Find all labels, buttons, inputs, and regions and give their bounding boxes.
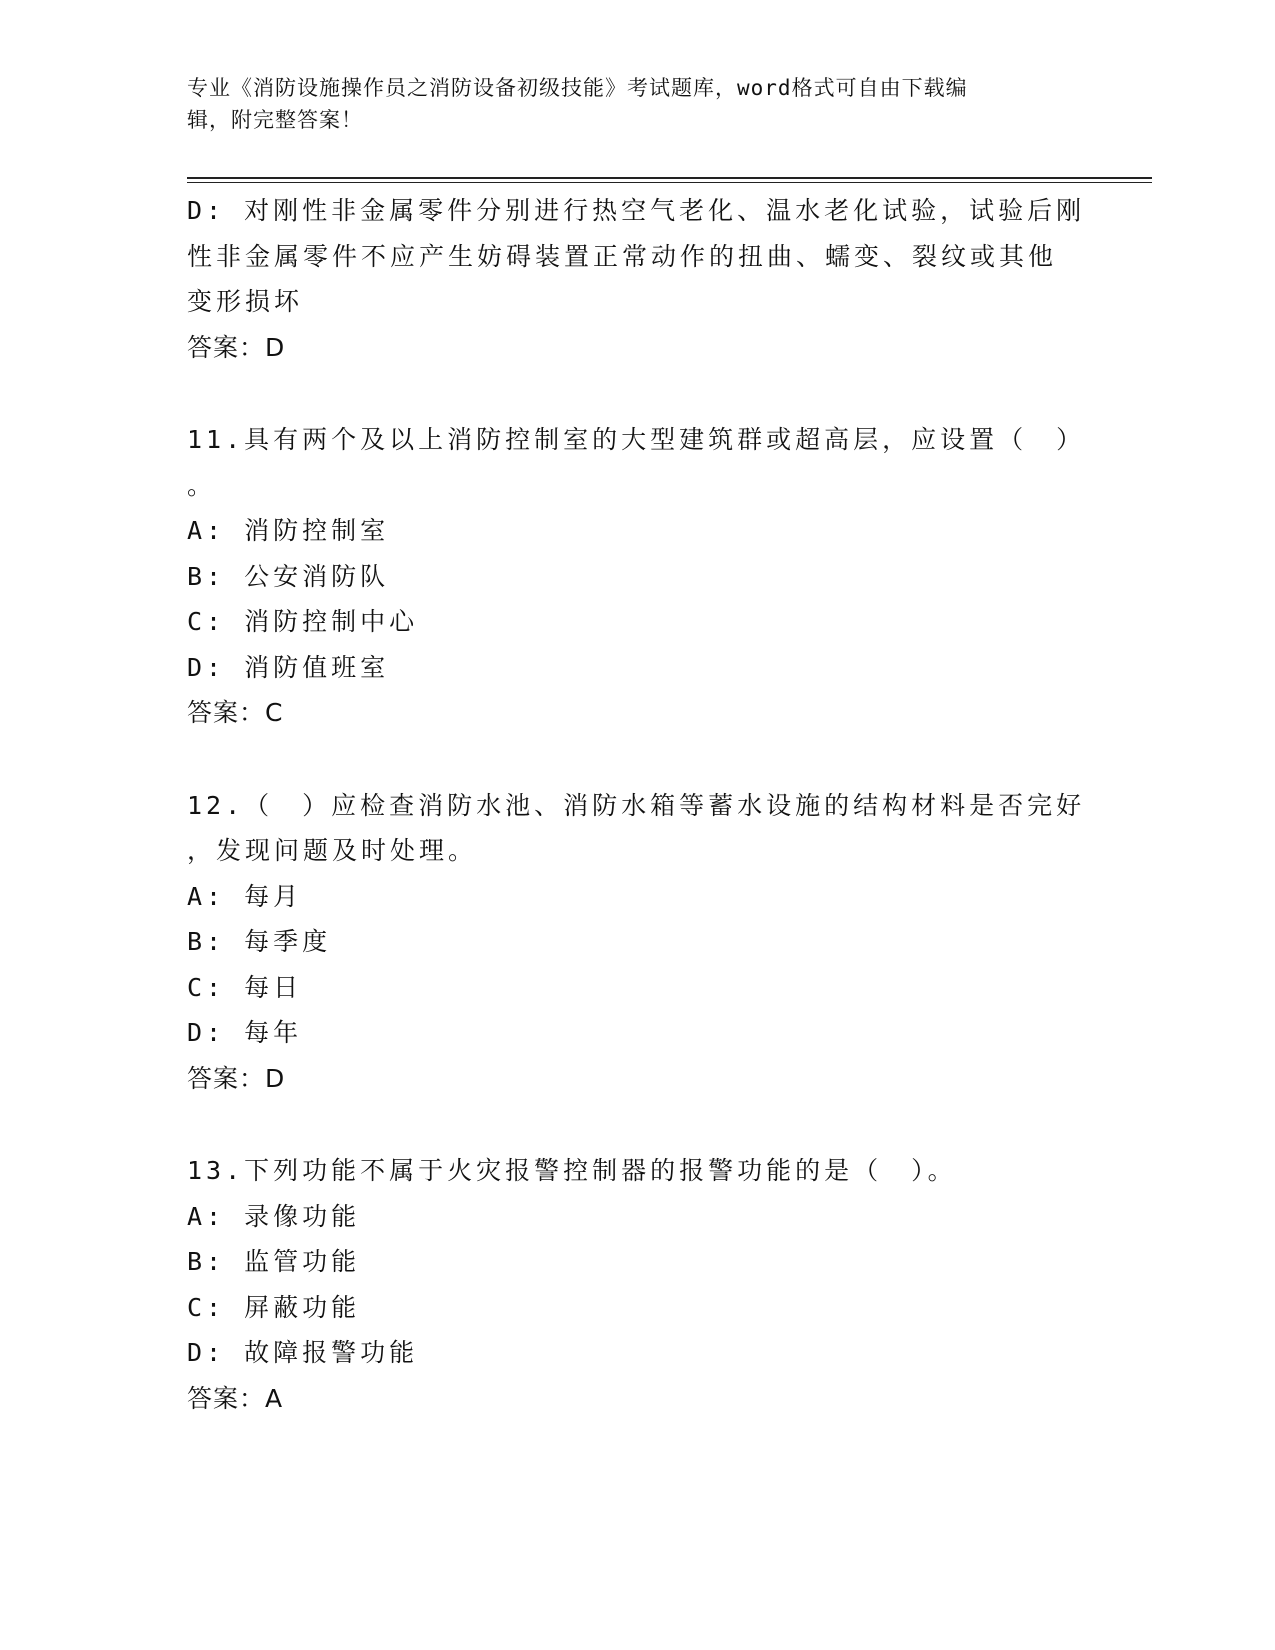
option-c: C: 消防控制中心 (187, 607, 419, 636)
question-stem-continued: ，发现问题及时处理。 (187, 836, 478, 865)
document-header (187, 72, 1067, 136)
question-list (187, 188, 1087, 1421)
option-d: D: 每年 (187, 1018, 303, 1047)
option-d-continued: 性非金属零件不应产生妨碍装置正常动作的扭曲、蠕变、裂纹或其他 (187, 241, 1058, 271)
header-line: 辑，附完整答案！ (187, 108, 363, 132)
question-stem-continued: 。 (187, 470, 217, 500)
option-c: C: 屏蔽功能 (187, 1292, 361, 1322)
option-a: A: 录像功能 (187, 1201, 361, 1231)
option-b: B: 每季度 (187, 927, 332, 956)
question-stem: 11.具有两个及以上消防控制室的大型建筑群或超高层，应设置（ ） (187, 425, 1086, 454)
option-b: B: 监管功能 (187, 1247, 361, 1276)
answer: 答案：A (187, 1383, 284, 1413)
question-stem: 13.下列功能不属于火灾报警控制器的报警功能的是（ ）。 (187, 1156, 957, 1185)
header-line: 专业《消防设施操作员之消防设备初级技能》考试题库，word格式可自由下载编 (187, 76, 968, 100)
option-d: D: 消防值班室 (187, 652, 390, 682)
option-c: C: 每日 (187, 972, 303, 1002)
option-d: D: 故障报警功能 (187, 1338, 419, 1367)
header-divider-thin (187, 182, 1152, 183)
header-divider (187, 177, 1152, 179)
option-a: A: 消防控制室 (187, 516, 390, 545)
question-stem: 12.（ ）应检查消防水池、消防水箱等蓄水设施的结构材料是否完好 (187, 790, 1086, 820)
question-12 (187, 783, 1087, 1102)
question-13 (187, 1148, 1087, 1421)
option-a: A: 每月 (187, 881, 303, 911)
question-11 (187, 417, 1087, 736)
question-fragment (187, 188, 1087, 370)
option-d: D: 对刚性非金属零件分别进行热空气老化、温水老化试验，试验后刚 (187, 196, 1086, 225)
answer: 答案：D (187, 332, 286, 362)
answer: 答案：C (187, 698, 284, 727)
option-d-continued: 变形损坏 (187, 287, 304, 316)
answer: 答案：D (187, 1063, 286, 1093)
option-b: B: 公安消防队 (187, 561, 390, 591)
